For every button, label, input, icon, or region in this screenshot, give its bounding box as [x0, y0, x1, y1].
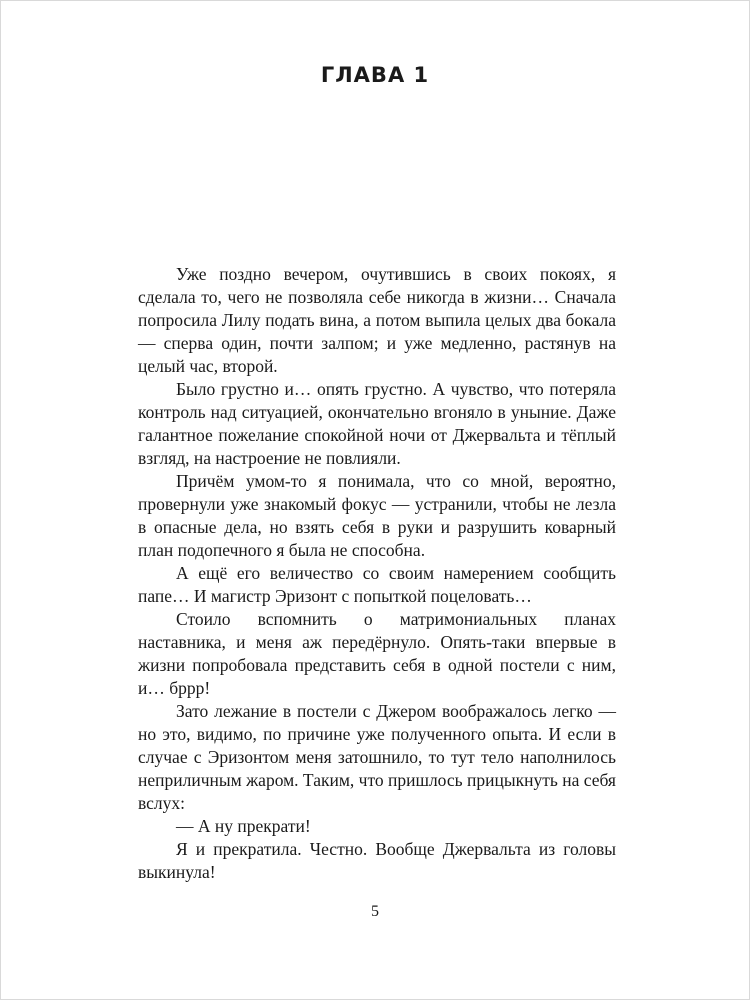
page-body	[138, 263, 616, 884]
paragraph: Уже поздно вечером, очутившись в своих покоях, я сделала то, чего не позволяла себе никогда в жизни… Сначала попросила Лилу подать вина, а потом выпила целых два бокала — сперва один, почти залпом; и уже медленно, растянув на целый час, второй.	[138, 264, 616, 376]
paragraph: Причём умом-то я понимала, что со мной, вероятно, провернули уже знакомый фокус — устранили, чтобы не лезла в опасные дела, но взять себя в руки и разрушить коварный план подопечного я была не способна.	[138, 471, 616, 560]
chapter-title: ГЛАВА 1	[320, 63, 430, 87]
paragraph: Стоило вспомнить о матримониальных планах наставника, и меня аж передёрнуло. Опять-таки впервые в жизни попробовала представить себя в одной постели с ним, и… бррр!	[138, 609, 616, 698]
page-number: 5	[371, 903, 379, 920]
paragraph: А ещё его величество со своим намерением сообщить папе… И магистр Эризонт с попыткой поцеловать…	[138, 563, 616, 606]
paragraph: Я и прекратила. Честно. Вообще Джервальта из головы выкинула!	[138, 839, 616, 882]
paragraph: Было грустно и… опять грустно. А чувство, что потеряла контроль над ситуацией, окончательно вгоняло в уныние. Даже галантное пожелание спокойной ночи от Джервальта и тёплый взгляд, на настроение не повлияли.	[138, 379, 616, 468]
paragraph: Зато лежание в постели с Джером воображалось легко — но это, видимо, по причине уже полученного опыта. И если в случае с Эризонтом меня затошнило, то тут тело наполнилось неприличным жаром. Таким, что пришлось прицыкнуть на себя вслух:	[138, 701, 616, 813]
paragraph: — А ну прекрати!	[176, 816, 311, 836]
